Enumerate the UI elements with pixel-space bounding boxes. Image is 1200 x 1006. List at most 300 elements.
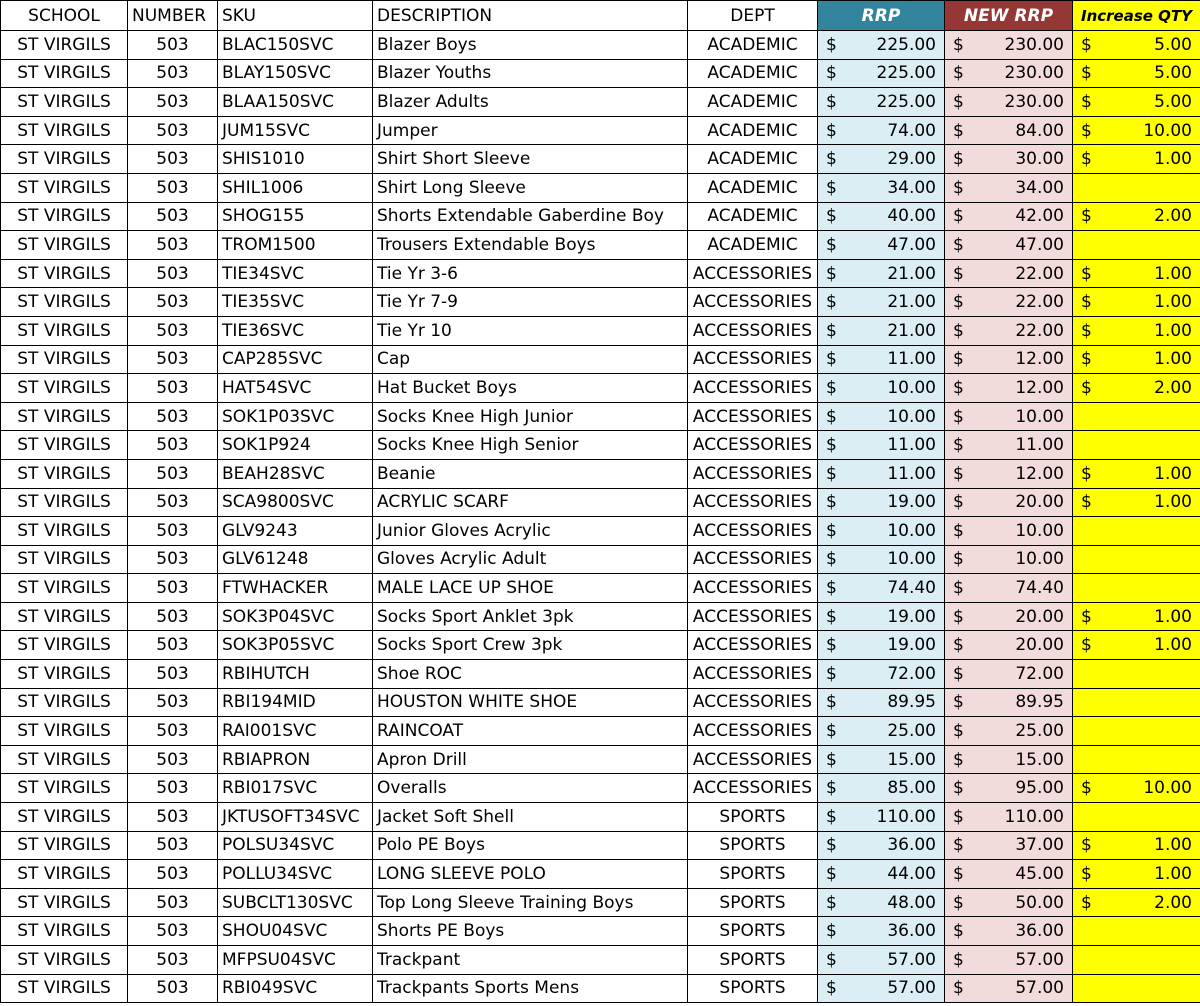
amount: 1.00	[1154, 349, 1192, 370]
cell-increase-qty[interactable]	[1073, 774, 1200, 803]
cell-school[interactable]: ST VIRGILS	[1, 459, 128, 488]
cell-description[interactable]: HOUSTON WHITE SHOE	[373, 688, 688, 717]
cell-description[interactable]: LONG SLEEVE POLO	[373, 860, 688, 889]
cell-sku[interactable]: SCA9800SVC	[218, 488, 373, 517]
cell-school[interactable]: ST VIRGILS	[1, 946, 128, 975]
cell-increase-qty[interactable]	[1073, 831, 1200, 860]
cell-rrp[interactable]	[818, 345, 945, 374]
cell-rrp[interactable]	[818, 259, 945, 288]
cell-school[interactable]: ST VIRGILS	[1, 774, 128, 803]
cell-increase-qty[interactable]	[1073, 345, 1200, 374]
table-row	[1, 745, 1200, 774]
cell-description[interactable]: Trackpants Sports Mens	[373, 974, 688, 1003]
cell-school[interactable]: ST VIRGILS	[1, 88, 128, 117]
cell-school[interactable]: ST VIRGILS	[1, 116, 128, 145]
cell-dept[interactable]: ACADEMIC	[688, 202, 818, 231]
cell-description[interactable]: Cap	[373, 345, 688, 374]
header-number[interactable]: NUMBER	[128, 1, 218, 31]
cell-dept[interactable]: ACCESSORIES	[688, 488, 818, 517]
cell-sku[interactable]: SHIL1006	[218, 173, 373, 202]
header-increase-qty[interactable]: Increase QTY	[1073, 1, 1200, 31]
currency-symbol: $	[953, 177, 964, 198]
cell-new-rrp[interactable]	[945, 488, 1073, 517]
cell-school[interactable]: ST VIRGILS	[1, 745, 128, 774]
cell-increase-qty[interactable]	[1073, 88, 1200, 117]
cell-description[interactable]: ACRYLIC SCARF	[373, 488, 688, 517]
header-dept[interactable]: DEPT	[688, 1, 818, 31]
cell-rrp[interactable]	[818, 488, 945, 517]
cell-number[interactable]: 503	[128, 288, 218, 317]
cell-sku[interactable]: MFPSU04SVC	[218, 946, 373, 975]
cell-new-rrp[interactable]	[945, 660, 1073, 689]
cell-new-rrp[interactable]	[945, 173, 1073, 202]
cell-number[interactable]: 503	[128, 602, 218, 631]
cell-dept[interactable]: SPORTS	[688, 888, 818, 917]
cell-description[interactable]: MALE LACE UP SHOE	[373, 574, 688, 603]
cell-increase-qty[interactable]	[1073, 431, 1200, 460]
cell-increase-qty[interactable]	[1073, 602, 1200, 631]
cell-new-rrp-value	[949, 521, 1068, 541]
cell-increase-qty[interactable]	[1073, 545, 1200, 574]
amount: 230.00	[1004, 34, 1064, 55]
cell-description[interactable]: Top Long Sleeve Training Boys	[373, 888, 688, 917]
cell-number[interactable]: 503	[128, 345, 218, 374]
cell-sku[interactable]: BLAA150SVC	[218, 88, 373, 117]
cell-rrp[interactable]	[818, 974, 945, 1003]
cell-school[interactable]: ST VIRGILS	[1, 431, 128, 460]
cell-sku[interactable]: RBI017SVC	[218, 774, 373, 803]
cell-increase-qty[interactable]	[1073, 402, 1200, 431]
currency-symbol: $	[1081, 206, 1092, 227]
cell-number[interactable]: 503	[128, 31, 218, 60]
table-row	[1, 345, 1200, 374]
cell-sku[interactable]: GLV61248	[218, 545, 373, 574]
cell-dept[interactable]: ACCESSORIES	[688, 574, 818, 603]
cell-new-rrp[interactable]	[945, 917, 1073, 946]
cell-school[interactable]: ST VIRGILS	[1, 602, 128, 631]
cell-rrp[interactable]	[818, 288, 945, 317]
cell-new-rrp-value	[949, 35, 1068, 55]
cell-school[interactable]: ST VIRGILS	[1, 259, 128, 288]
cell-sku[interactable]: RBI049SVC	[218, 974, 373, 1003]
cell-sku[interactable]: SHOU04SVC	[218, 917, 373, 946]
amount: 11.00	[887, 463, 936, 484]
cell-new-rrp[interactable]	[945, 631, 1073, 660]
cell-dept[interactable]: ACCESSORIES	[688, 660, 818, 689]
cell-number[interactable]: 503	[128, 259, 218, 288]
cell-sku[interactable]: POLSU34SVC	[218, 831, 373, 860]
cell-dept[interactable]: ACCESSORIES	[688, 745, 818, 774]
cell-sku[interactable]: TROM1500	[218, 231, 373, 260]
cell-description[interactable]: Hat Bucket Boys	[373, 374, 688, 403]
amount: 5.00	[1154, 63, 1192, 84]
cell-dept[interactable]: SPORTS	[688, 803, 818, 832]
cell-rrp[interactable]	[818, 31, 945, 60]
cell-new-rrp[interactable]	[945, 59, 1073, 88]
cell-description[interactable]: Beanie	[373, 459, 688, 488]
cell-sku[interactable]: SOK1P03SVC	[218, 402, 373, 431]
cell-sku[interactable]: JKTUSOFT34SVC	[218, 803, 373, 832]
cell-description[interactable]: Shorts Extendable Gaberdine Boy	[373, 202, 688, 231]
cell-increase-qty[interactable]	[1073, 688, 1200, 717]
cell-new-rrp[interactable]	[945, 31, 1073, 60]
cell-rrp[interactable]	[818, 459, 945, 488]
cell-school[interactable]: ST VIRGILS	[1, 202, 128, 231]
cell-increase-qty[interactable]	[1073, 888, 1200, 917]
cell-dept[interactable]: ACCESSORIES	[688, 431, 818, 460]
cell-rrp-value	[822, 178, 940, 198]
cell-dept[interactable]: ACADEMIC	[688, 88, 818, 117]
cell-sku[interactable]: BLAC150SVC	[218, 31, 373, 60]
cell-school[interactable]: ST VIRGILS	[1, 660, 128, 689]
cell-new-rrp[interactable]	[945, 602, 1073, 631]
cell-description[interactable]: Polo PE Boys	[373, 831, 688, 860]
cell-number[interactable]: 503	[128, 231, 218, 260]
cell-description[interactable]: Blazer Boys	[373, 31, 688, 60]
cell-sku[interactable]: SOK1P924	[218, 431, 373, 460]
cell-increase-qty[interactable]	[1073, 488, 1200, 517]
cell-new-rrp[interactable]	[945, 116, 1073, 145]
cell-rrp[interactable]	[818, 946, 945, 975]
cell-dept[interactable]: ACCESSORIES	[688, 288, 818, 317]
cell-dept[interactable]: ACCESSORIES	[688, 717, 818, 746]
cell-rrp[interactable]	[818, 374, 945, 403]
cell-new-rrp[interactable]	[945, 431, 1073, 460]
cell-rrp[interactable]	[818, 745, 945, 774]
cell-dept[interactable]: ACCESSORIES	[688, 602, 818, 631]
cell-school[interactable]: ST VIRGILS	[1, 374, 128, 403]
cell-dept[interactable]: ACCESSORIES	[688, 345, 818, 374]
cell-rrp[interactable]	[818, 59, 945, 88]
cell-increase-qty[interactable]	[1073, 173, 1200, 202]
cell-description[interactable]: RAINCOAT	[373, 717, 688, 746]
cell-increase-qty[interactable]	[1073, 145, 1200, 174]
cell-number[interactable]: 503	[128, 574, 218, 603]
header-rrp[interactable]: RRP	[818, 1, 945, 31]
cell-dept[interactable]: SPORTS	[688, 946, 818, 975]
cell-number[interactable]: 503	[128, 488, 218, 517]
cell-rrp[interactable]	[818, 517, 945, 546]
cell-rrp[interactable]	[818, 88, 945, 117]
cell-sku[interactable]: SUBCLT130SVC	[218, 888, 373, 917]
cell-dept[interactable]: ACADEMIC	[688, 231, 818, 260]
cell-new-rrp[interactable]	[945, 202, 1073, 231]
cell-number[interactable]: 503	[128, 660, 218, 689]
cell-new-rrp-value	[949, 235, 1068, 255]
cell-description[interactable]: Junior Gloves Acrylic	[373, 517, 688, 546]
cell-new-rrp[interactable]	[945, 88, 1073, 117]
cell-school[interactable]: ST VIRGILS	[1, 402, 128, 431]
cell-school[interactable]: ST VIRGILS	[1, 631, 128, 660]
cell-number[interactable]: 503	[128, 860, 218, 889]
cell-school[interactable]: ST VIRGILS	[1, 145, 128, 174]
cell-new-rrp[interactable]	[945, 831, 1073, 860]
cell-description[interactable]: Shirt Long Sleeve	[373, 173, 688, 202]
currency-symbol: $	[826, 292, 837, 313]
currency-symbol: $	[826, 492, 837, 513]
cell-increase-qty[interactable]	[1073, 116, 1200, 145]
cell-sku[interactable]: TIE36SVC	[218, 316, 373, 345]
cell-dept[interactable]: ACADEMIC	[688, 31, 818, 60]
amount: 230.00	[1004, 63, 1064, 84]
cell-new-rrp[interactable]	[945, 145, 1073, 174]
cell-sku[interactable]: RAI001SVC	[218, 717, 373, 746]
cell-increase-qty[interactable]	[1073, 860, 1200, 889]
cell-description[interactable]: Jacket Soft Shell	[373, 803, 688, 832]
cell-rrp[interactable]	[818, 688, 945, 717]
cell-new-rrp[interactable]	[945, 231, 1073, 260]
cell-school[interactable]: ST VIRGILS	[1, 974, 128, 1003]
cell-description[interactable]: Blazer Youths	[373, 59, 688, 88]
cell-number[interactable]: 503	[128, 688, 218, 717]
cell-rrp[interactable]	[818, 660, 945, 689]
cell-number[interactable]: 503	[128, 116, 218, 145]
cell-increase-qty[interactable]	[1073, 459, 1200, 488]
cell-sku[interactable]: POLLU34SVC	[218, 860, 373, 889]
cell-school[interactable]: ST VIRGILS	[1, 860, 128, 889]
cell-increase-qty[interactable]	[1073, 745, 1200, 774]
cell-new-rrp[interactable]	[945, 345, 1073, 374]
cell-description[interactable]: Trousers Extendable Boys	[373, 231, 688, 260]
cell-number[interactable]: 503	[128, 917, 218, 946]
cell-rrp[interactable]	[818, 316, 945, 345]
cell-sku[interactable]: SOK3P04SVC	[218, 602, 373, 631]
cell-number[interactable]: 503	[128, 517, 218, 546]
cell-rrp[interactable]	[818, 717, 945, 746]
cell-school[interactable]: ST VIRGILS	[1, 574, 128, 603]
cell-rrp[interactable]	[818, 803, 945, 832]
cell-number[interactable]: 503	[128, 974, 218, 1003]
cell-number[interactable]: 503	[128, 774, 218, 803]
cell-description[interactable]: Socks Sport Anklet 3pk	[373, 602, 688, 631]
cell-school[interactable]: ST VIRGILS	[1, 917, 128, 946]
cell-description[interactable]: Apron Drill	[373, 745, 688, 774]
cell-dept[interactable]: ACCESSORIES	[688, 774, 818, 803]
cell-number[interactable]: 503	[128, 803, 218, 832]
cell-sku[interactable]: RBI194MID	[218, 688, 373, 717]
currency-symbol: $	[826, 520, 837, 541]
header-school[interactable]: SCHOOL	[1, 1, 128, 31]
cell-number[interactable]: 503	[128, 431, 218, 460]
cell-description[interactable]: Tie Yr 10	[373, 316, 688, 345]
cell-dept[interactable]: SPORTS	[688, 860, 818, 889]
cell-number[interactable]: 503	[128, 374, 218, 403]
cell-number[interactable]: 503	[128, 745, 218, 774]
cell-increase-qty[interactable]	[1073, 660, 1200, 689]
cell-number[interactable]: 503	[128, 88, 218, 117]
cell-dept[interactable]: SPORTS	[688, 974, 818, 1003]
cell-dept[interactable]: ACCESSORIES	[688, 517, 818, 546]
cell-sku[interactable]: FTWHACKER	[218, 574, 373, 603]
cell-sku[interactable]: TIE34SVC	[218, 259, 373, 288]
cell-description[interactable]: Tie Yr 7-9	[373, 288, 688, 317]
cell-dept[interactable]: SPORTS	[688, 917, 818, 946]
cell-increase-qty[interactable]	[1073, 803, 1200, 832]
cell-increase-qty[interactable]	[1073, 231, 1200, 260]
cell-increase-qty[interactable]	[1073, 316, 1200, 345]
cell-rrp[interactable]	[818, 888, 945, 917]
cell-new-rrp[interactable]	[945, 946, 1073, 975]
cell-school[interactable]: ST VIRGILS	[1, 545, 128, 574]
cell-description[interactable]: Trackpant	[373, 946, 688, 975]
header-new-rrp[interactable]: NEW RRP	[945, 1, 1073, 31]
cell-rrp[interactable]	[818, 173, 945, 202]
cell-school[interactable]: ST VIRGILS	[1, 173, 128, 202]
cell-number[interactable]: 503	[128, 173, 218, 202]
cell-dept[interactable]: ACADEMIC	[688, 59, 818, 88]
cell-new-rrp[interactable]	[945, 803, 1073, 832]
cell-school[interactable]: ST VIRGILS	[1, 517, 128, 546]
cell-description[interactable]: Blazer Adults	[373, 88, 688, 117]
cell-number[interactable]: 503	[128, 402, 218, 431]
cell-school[interactable]: ST VIRGILS	[1, 59, 128, 88]
cell-new-rrp-value	[949, 435, 1068, 455]
cell-school[interactable]: ST VIRGILS	[1, 231, 128, 260]
cell-new-rrp[interactable]	[945, 316, 1073, 345]
cell-sku[interactable]: GLV9243	[218, 517, 373, 546]
cell-dept[interactable]: ACCESSORIES	[688, 688, 818, 717]
cell-sku[interactable]: RBIAPRON	[218, 745, 373, 774]
cell-new-rrp[interactable]	[945, 574, 1073, 603]
cell-new-rrp[interactable]	[945, 974, 1073, 1003]
cell-number[interactable]: 503	[128, 888, 218, 917]
cell-increase-qty[interactable]	[1073, 374, 1200, 403]
currency-symbol: $	[953, 578, 964, 599]
cell-number[interactable]: 503	[128, 145, 218, 174]
cell-dept[interactable]: ACCESSORIES	[688, 374, 818, 403]
cell-increase-qty[interactable]	[1073, 202, 1200, 231]
cell-sku[interactable]: SOK3P05SVC	[218, 631, 373, 660]
cell-school[interactable]: ST VIRGILS	[1, 488, 128, 517]
cell-increase-qty-value	[1077, 206, 1196, 226]
cell-school[interactable]: ST VIRGILS	[1, 345, 128, 374]
cell-number[interactable]: 503	[128, 202, 218, 231]
cell-new-rrp[interactable]	[945, 774, 1073, 803]
cell-new-rrp[interactable]	[945, 374, 1073, 403]
cell-number[interactable]: 503	[128, 831, 218, 860]
cell-number[interactable]: 503	[128, 631, 218, 660]
cell-rrp[interactable]	[818, 202, 945, 231]
cell-number[interactable]: 503	[128, 946, 218, 975]
cell-increase-qty[interactable]	[1073, 946, 1200, 975]
cell-rrp[interactable]	[818, 602, 945, 631]
cell-school[interactable]: ST VIRGILS	[1, 831, 128, 860]
cell-increase-qty[interactable]	[1073, 288, 1200, 317]
cell-rrp[interactable]	[818, 574, 945, 603]
cell-school[interactable]: ST VIRGILS	[1, 688, 128, 717]
cell-rrp[interactable]	[818, 860, 945, 889]
cell-rrp[interactable]	[818, 631, 945, 660]
cell-school[interactable]: ST VIRGILS	[1, 888, 128, 917]
cell-description[interactable]: Socks Knee High Senior	[373, 431, 688, 460]
cell-rrp[interactable]	[818, 831, 945, 860]
cell-new-rrp[interactable]	[945, 888, 1073, 917]
cell-school[interactable]: ST VIRGILS	[1, 316, 128, 345]
cell-increase-qty[interactable]	[1073, 574, 1200, 603]
cell-description[interactable]: Jumper	[373, 116, 688, 145]
cell-rrp[interactable]	[818, 431, 945, 460]
cell-school[interactable]: ST VIRGILS	[1, 288, 128, 317]
cell-description[interactable]: Shoe ROC	[373, 660, 688, 689]
header-description[interactable]: DESCRIPTION	[373, 1, 688, 31]
cell-description[interactable]: Gloves Acrylic Adult	[373, 545, 688, 574]
cell-dept[interactable]: ACCESSORIES	[688, 316, 818, 345]
cell-new-rrp[interactable]	[945, 860, 1073, 889]
cell-dept[interactable]: ACADEMIC	[688, 173, 818, 202]
cell-description[interactable]: Shorts PE Boys	[373, 917, 688, 946]
cell-dept[interactable]: ACCESSORIES	[688, 459, 818, 488]
amount: 74.40	[887, 578, 936, 599]
cell-new-rrp[interactable]	[945, 688, 1073, 717]
cell-sku[interactable]: JUM15SVC	[218, 116, 373, 145]
cell-rrp[interactable]	[818, 774, 945, 803]
cell-increase-qty[interactable]	[1073, 631, 1200, 660]
cell-rrp[interactable]	[818, 917, 945, 946]
cell-rrp[interactable]	[818, 145, 945, 174]
cell-sku[interactable]: BLAY150SVC	[218, 59, 373, 88]
cell-dept[interactable]: ACCESSORIES	[688, 259, 818, 288]
cell-sku[interactable]: TIE35SVC	[218, 288, 373, 317]
cell-new-rrp[interactable]	[945, 288, 1073, 317]
cell-increase-qty[interactable]	[1073, 917, 1200, 946]
cell-dept[interactable]: ACCESSORIES	[688, 402, 818, 431]
cell-new-rrp[interactable]	[945, 402, 1073, 431]
header-sku[interactable]: SKU	[218, 1, 373, 31]
cell-dept[interactable]: ACCESSORIES	[688, 545, 818, 574]
cell-new-rrp[interactable]	[945, 459, 1073, 488]
cell-new-rrp[interactable]	[945, 745, 1073, 774]
cell-new-rrp[interactable]	[945, 545, 1073, 574]
cell-description[interactable]: Shirt Short Sleeve	[373, 145, 688, 174]
cell-description[interactable]: Overalls	[373, 774, 688, 803]
cell-dept[interactable]: ACCESSORIES	[688, 631, 818, 660]
cell-increase-qty[interactable]	[1073, 31, 1200, 60]
cell-sku[interactable]: SHIS1010	[218, 145, 373, 174]
cell-school[interactable]: ST VIRGILS	[1, 717, 128, 746]
cell-new-rrp[interactable]	[945, 517, 1073, 546]
cell-school[interactable]: ST VIRGILS	[1, 803, 128, 832]
cell-sku[interactable]: RBIHUTCH	[218, 660, 373, 689]
cell-rrp[interactable]	[818, 545, 945, 574]
cell-rrp[interactable]	[818, 231, 945, 260]
cell-increase-qty[interactable]	[1073, 259, 1200, 288]
cell-description[interactable]: Socks Knee High Junior	[373, 402, 688, 431]
cell-increase-qty[interactable]	[1073, 517, 1200, 546]
cell-number[interactable]: 503	[128, 717, 218, 746]
cell-sku[interactable]: CAP285SVC	[218, 345, 373, 374]
cell-number[interactable]: 503	[128, 545, 218, 574]
cell-sku[interactable]: BEAH28SVC	[218, 459, 373, 488]
cell-number[interactable]: 503	[128, 59, 218, 88]
cell-rrp[interactable]	[818, 116, 945, 145]
cell-number[interactable]: 503	[128, 459, 218, 488]
cell-sku[interactable]: HAT54SVC	[218, 374, 373, 403]
cell-rrp[interactable]	[818, 402, 945, 431]
cell-increase-qty[interactable]	[1073, 974, 1200, 1003]
cell-dept[interactable]: SPORTS	[688, 831, 818, 860]
cell-new-rrp[interactable]	[945, 717, 1073, 746]
cell-new-rrp[interactable]	[945, 259, 1073, 288]
cell-dept[interactable]: ACADEMIC	[688, 116, 818, 145]
cell-description[interactable]: Socks Sport Crew 3pk	[373, 631, 688, 660]
cell-description[interactable]: Tie Yr 3-6	[373, 259, 688, 288]
cell-dept[interactable]: ACADEMIC	[688, 145, 818, 174]
cell-increase-qty[interactable]	[1073, 717, 1200, 746]
cell-number[interactable]: 503	[128, 316, 218, 345]
cell-school[interactable]: ST VIRGILS	[1, 31, 128, 60]
cell-sku[interactable]: SHOG155	[218, 202, 373, 231]
cell-increase-qty[interactable]	[1073, 59, 1200, 88]
